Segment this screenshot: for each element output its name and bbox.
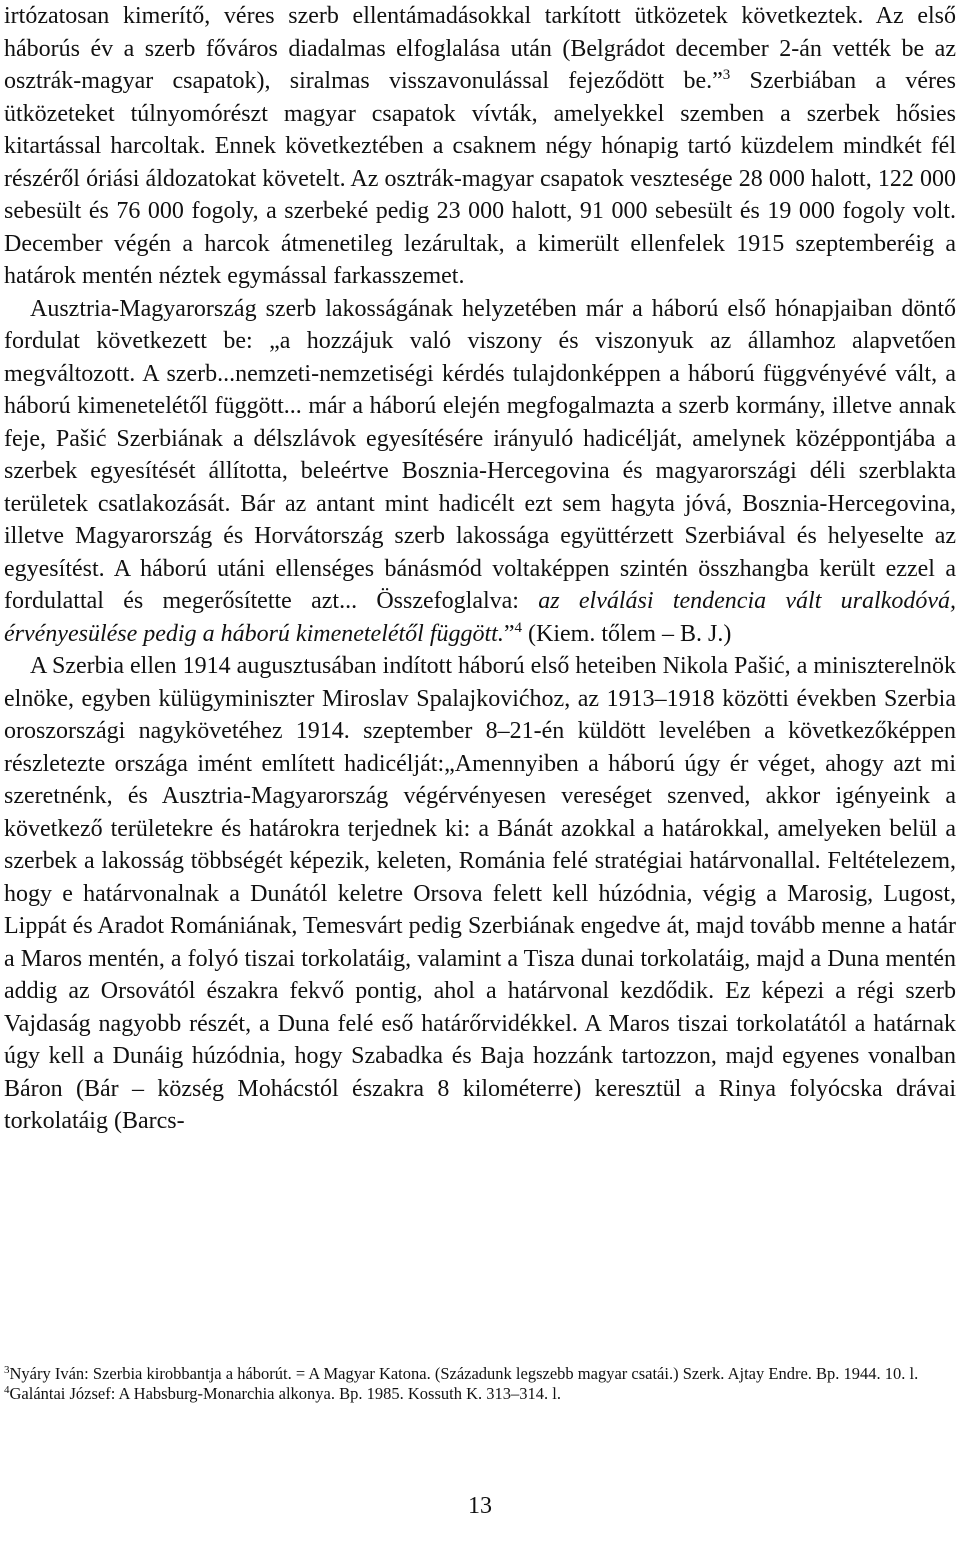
footnote [4, 1364, 956, 1384]
paragraph [4, 650, 956, 1138]
page-number: 13 [468, 1493, 492, 1519]
footnote-reference[interactable]: 4 [514, 619, 523, 636]
body-text [4, 0, 956, 1138]
paragraph-text: irtózatosan kimerítő, véres szerb ellentámadásokkal tarkított ütközetek következtek. Az első háborús év a szerb főváros diadalmas elfoglalása után (Belgrádot december 2-án vették be az osztrák-magyar csapatok), siralmas visszavonulással fejeződött be.” [4, 3, 956, 94]
emphasized-text: az elválási tendencia vált uralkodóvá, érvényesülése pedig a háború kimenetelétől függött. [4, 588, 956, 647]
paragraph-text: A Szerbia ellen 1914 augusztusában indított háború első heteiben Nikola Pašić, a miniszterelnök elnöke, egyben külügyminiszter Miroslav Spalajkovićhoz, az 1913–1918 közötti években Szerbia oroszországi nagykövetéhez 1914. szeptember 8–21-én küldött levelében a következőképpen részletezte országa imént említett hadicélját:„Amennyiben a háború úgy ér véget, ahogy azt mi szeretnénk, és Ausztria-Magyarország végérvényesen vereséget szenved, akkor igényeink a következő területekre és határokra terjednek ki: a Bánát azokkal a határokkal, amelyeken belül a szerbek a lakosság többségét képezik, keleten, Románia felé stratégiai határvonallal. Feltételezem, hogy e határvonalnak a Dunától keletre Orsova felett kell húzódnia, végig a Marosig, Lugost, Lippát és Aradot Romániának, Temesvárt pedig Szerbiának engedve át, majd tovább menne a határ a Maros mentén, a folyó tiszai torkolatáig, valamint a Tisza dunai torkolatáig, majd a Duna mentén addig az Orsovától északra fekvő pontig, ahol a határvonal kezdődik. Ez képezi a régi szerb Vajdaság nagyobb részét, a Duna felé eső határőrvidékkel. A Maros tiszai torkolatától a határnak úgy kell a Dunáig húzódnia, hogy Szabadka és Baja hozzánk tartozzon, majd egyenes vonalban Báron (Bár – község Mohácstól északra 8 kilométerre) keresztül a Rinya folyócska drávai torkolatáig (Barcs- [4, 653, 956, 1134]
paragraph-text: ” [503, 620, 515, 647]
paragraph [4, 293, 956, 651]
paragraph-text: Szerbiában a véres ütközeteket túlnyomórészt magyar csapatok vívták, amelyekkel szemben a szerbek hősies kitartással harcoltak. Ennek következtében a csaknem négy hónapig tartó küzdelem mindkét fél részéről óriási áldozatokat követelt. Az osztrák-magyar csapatok vesztesége 28 000 halott, 122 000 sebesült és 76 000 fogoly, a szerbeké pedig 23 000 halott, 91 000 sebesült és 19 000 fogoly volt. December végén a harcok átmenetileg lezárultak, a kimerült ellenfelek 1915 szeptemberéig a határok mentén néztek egymással farkasszemet. [4, 68, 956, 289]
footnote-text: Nyáry Iván: Szerbia kirobbantja a háborút. = A Magyar Katona. (Századunk legszebb magyar csatái.) Szerk. Ajtay Endre. Bp. 1944. 10. l. [9, 1364, 919, 1383]
footnotes [4, 1364, 956, 1404]
footnote-marker: 4 [4, 1384, 10, 1396]
footnote [4, 1384, 956, 1404]
footnote-marker: 3 [4, 1364, 10, 1376]
paragraph-text: (Kiem. tőlem – B. J.) [522, 620, 732, 647]
paragraph [4, 0, 956, 293]
footnote-text: Galántai József: A Habsburg-Monarchia alkonya. Bp. 1985. Kossuth K. 313–314. l. [9, 1384, 561, 1403]
footnote-reference[interactable]: 3 [722, 67, 731, 83]
paragraph-text: Ausztria-Magyarország szerb lakosságának helyzetében már a háború első hónapjaiban döntő fordulat következett be: „a hozzájuk való viszony és viszonyuk az államhoz alapvetően megváltozott. A szerb...nemzeti-nemzetiségi kérdés tulajdonképpen a háború függvényévé vált, a háború kimenetelétől függött... már a háború elején megfogalmazta a szerb kormány, illetve annak feje, Pašić Szerbiának a délszlávok egyesítésére irányuló hadicélját, amelynek középpontjába a szerbek egyesítését állította, beleértve Bosznia-Hercegovina és magyarországi déli szerblakta területek csatlakozását. Bár az antant mint hadicélt ezt sem hagyta jóvá, Bosznia-Hercegovina, illetve Magyarország és Horvátország szerb lakossága együttérzett Szerbiával és helyeselte az egyesítést. A háború utáni ellenséges bánásmód voltaképpen szintén összhangba került ezzel a fordulattal és megerősítette azt... Összefoglalva: [4, 295, 956, 614]
